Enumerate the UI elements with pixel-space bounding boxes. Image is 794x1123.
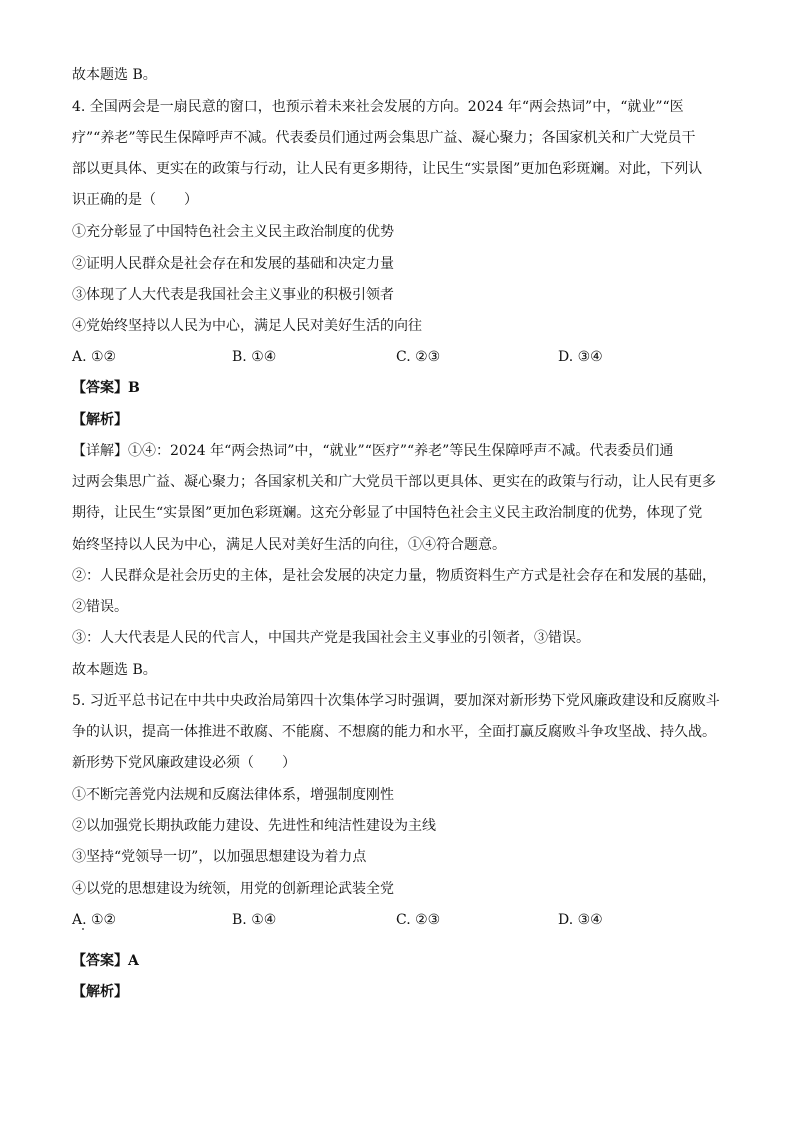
q4-analysis-line: 期待，让民生“实景图”更加色彩斑斓。这充分彰显了中国特色社会主义民主政治制度的优势，体现了党 [72,505,703,521]
q5-statement: ②以加强党长期执政能力建设、先进性和纯洁性建设为主线 [72,818,436,834]
q4-stem-line: 识正确的是（ ） [72,192,198,208]
q4-analysis-line: 【详解】①④：2024 年“两会热词”中，“就业”“医疗”“养老”等民生保障呼声不减。代表委员们通 [72,443,674,459]
q5-statement: ③坚持“党领导一切”，以加强思想建设为着力点 [72,849,367,865]
q5-option-c: C. ②③ [396,912,441,928]
q5-answer: 【答案】A [72,953,139,969]
q5-option-d: D. ③④ [558,912,603,928]
q5-statement: ①不断完善党内法规和反腐法律体系，增强制度刚性 [72,787,394,803]
q4-analysis-line: 故本题选 B。 [72,662,157,678]
q5-option-b: B. ①④ [232,912,277,928]
q4-analysis-line: 过两会集思广益、凝心聚力；各国家机关和广大党员干部以更具体、更实在的政策与行动，让人民有更多 [72,474,716,490]
q4-statement: ②证明人民群众是社会存在和发展的基础和决定力量 [72,256,394,272]
q4-option-b: B. ①④ [232,349,277,365]
q5-stem-line: 新形势下党风廉政建设必须（ ） [72,755,296,771]
q4-option-d: D. ③④ [558,349,603,365]
q4-statement: ①充分彰显了中国特色社会主义民主政治制度的优势 [72,224,394,240]
q4-answer: 【答案】B [72,380,140,396]
q5-stem-line: 5. 习近平总书记在中共中央政治局第四十次集体学习时强调，要加深对新形势下党风廉政建设和反腐败斗 [72,693,720,709]
q3-conclusion: 故本题选 B。 [72,67,157,83]
q4-option-c: C. ②③ [396,349,441,365]
q5-statement: ④以党的思想建设为统领，用党的创新理论武装全党 [72,881,394,897]
q4-analysis-heading: 【解析】 [72,412,128,428]
q5-stem-line: 争的认识，提高一体推进不敢腐、不能腐、不想腐的能力和水平，全面打赢反腐败斗争攻坚战、持久战。 [72,724,716,740]
q4-analysis-line: 始终坚持以人民为中心，满足人民对美好生活的向往，①④符合题意。 [72,537,506,553]
q4-statement: ③体现了人大代表是我国社会主义事业的积极引领者 [72,287,394,303]
q4-analysis-line: ②错误。 [72,599,128,615]
q4-stem-line: 4. 全国两会是一扇民意的窗口，也预示着未来社会发展的方向。2024 年“两会热词”中，“就业”“医 [72,99,684,115]
q4-stem-line: 疗”“养老”等民生保障呼声不减。代表委员们通过两会集思广益、凝心聚力；各国家机关和广大党员干 [72,130,696,146]
q5-option-a: A. ①② [72,912,117,928]
q4-analysis-line: ②：人民群众是社会历史的主体，是社会发展的决定力量，物质资料生产方式是社会存在和发展的基础， [72,568,716,584]
q4-option-a: A. ①② [72,349,117,365]
q4-stem-line: 部以更具体、更实在的政策与行动，让人民有更多期待，让民生“实景图”更加色彩斑斓。对此，下列认 [72,161,703,177]
q4-statement: ④党始终坚持以人民为中心，满足人民对美好生活的向往 [72,318,422,334]
stray-dot [82,928,84,930]
q5-analysis-heading: 【解析】 [72,984,128,1000]
q4-analysis-line: ③：人大代表是人民的代言人，中国共产党是我国社会主义事业的引领者，③错误。 [72,630,590,646]
